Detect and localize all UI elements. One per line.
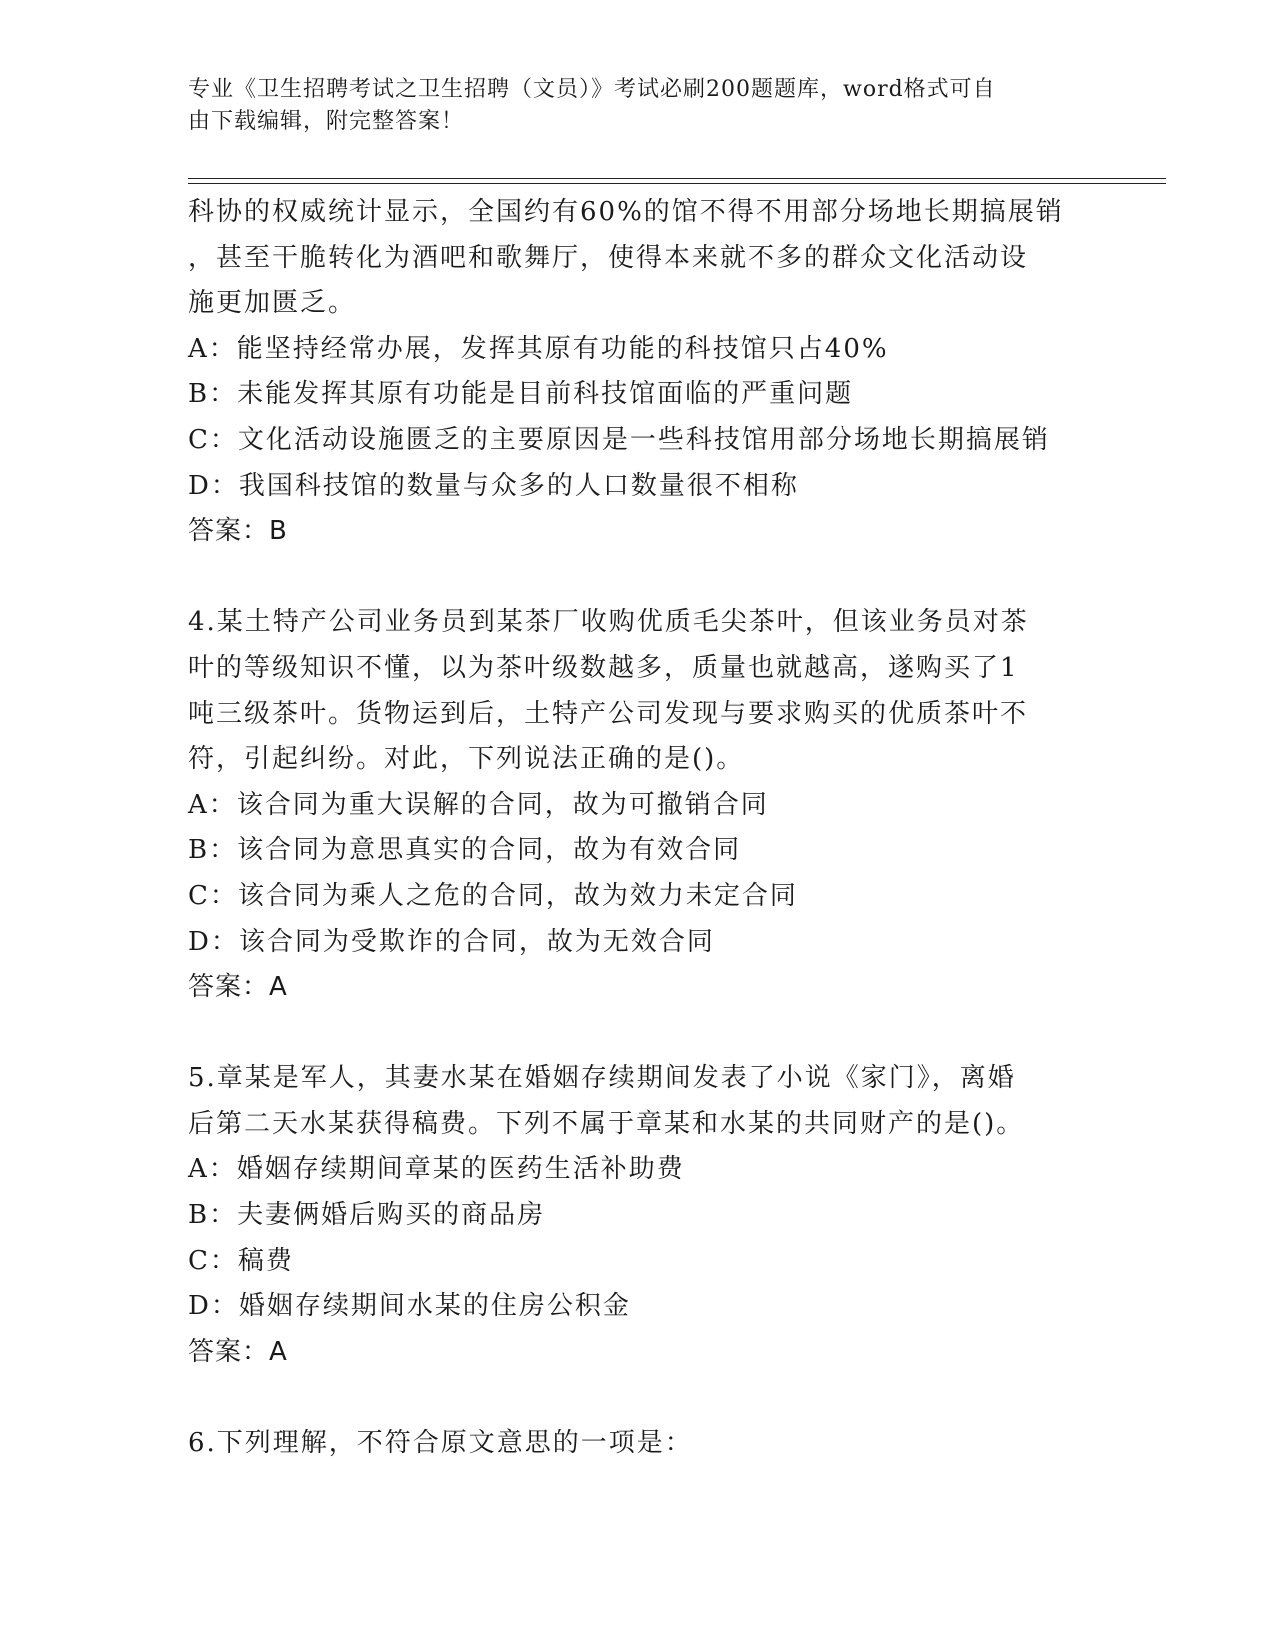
document-header [188,74,1088,138]
question-5 [188,1056,1128,1375]
question-3-option-a: A：能坚持经常办展，发挥其原有功能的科技馆只占40% [188,333,889,364]
question-4-option-a: A：该合同为重大误解的合同，故为可撤销合同 [188,789,769,820]
question-4-stem-line: 吨三级茶叶。货物运到后，土特产公司发现与要求购买的优质茶叶不 [188,698,1029,729]
question-4-option-d: D：该合同为受欺诈的合同，故为无效合同 [188,926,715,957]
question-6-stem-line: 6.下列理解，不符合原文意思的一项是： [188,1428,693,1459]
question-6 [188,1421,1128,1467]
question-5-option-c: C：稿费 [188,1245,294,1276]
question-4-stem-line: 符，引起纠纷。对此，下列说法正确的是()。 [188,744,745,775]
question-4-option-b: B：该合同为意思真实的合同，故为有效合同 [188,835,742,866]
header-rule-bottom [188,183,1166,184]
question-content [188,190,1128,1467]
question-3-stem-line: ，甚至干脆转化为酒吧和歌舞厅，使得本来就不多的群众文化活动设 [188,242,1029,273]
question-4-stem-line: 4.某土特产公司业务员到某茶厂收购优质毛尖茶叶，但该业务员对茶 [188,607,1029,638]
question-5-answer: 答案：A [188,1336,288,1367]
question-3-option-d: D：我国科技馆的数量与众多的人口数量很不相称 [188,470,799,501]
question-5-option-b: B：夫妻俩婚后购买的商品房 [188,1200,546,1231]
question-3-stem-line: 施更加匮乏。 [188,288,357,319]
question-4-option-c: C：该合同为乘人之危的合同，故为效力未定合同 [188,880,798,911]
question-3-option-b: B：未能发挥其原有功能是目前科技馆面临的严重问题 [188,379,854,410]
question-4-answer: 答案：A [188,972,288,1003]
question-5-option-d: D：婚姻存续期间水某的住房公积金 [188,1291,631,1322]
spacer [188,1375,1128,1421]
question-3 [188,190,1128,555]
question-3-answer: 答案：B [188,516,288,547]
header-line-1: 专业《卫生招聘考试之卫生招聘（文员）》考试必刷200题题库，word格式可自 [188,77,996,102]
question-5-stem-line: 后第二天水某获得稿费。下列不属于章某和水某的共同财产的是()。 [188,1108,1025,1139]
question-5-stem-line: 5.章某是军人，其妻水某在婚姻存续期间发表了小说《家门》，离婚 [188,1063,1016,1094]
question-3-stem-line: 科协的权威统计显示，全国约有60%的馆不得不用部分场地长期搞展销 [188,197,1064,227]
spacer [188,1011,1128,1057]
header-rule-top [188,178,1166,179]
question-4-stem-line: 叶的等级知识不懂，以为茶叶级数越多，质量也就越高，遂购买了1 [188,652,1019,683]
header-line-2: 由下载编辑，附完整答案！ [188,109,465,134]
question-4 [188,600,1128,1010]
question-5-option-a: A：婚姻存续期间章某的医药生活补助费 [188,1154,685,1185]
question-3-option-c: C：文化活动设施匮乏的主要原因是一些科技馆用部分场地长期搞展销 [188,424,1050,455]
spacer [188,555,1128,601]
